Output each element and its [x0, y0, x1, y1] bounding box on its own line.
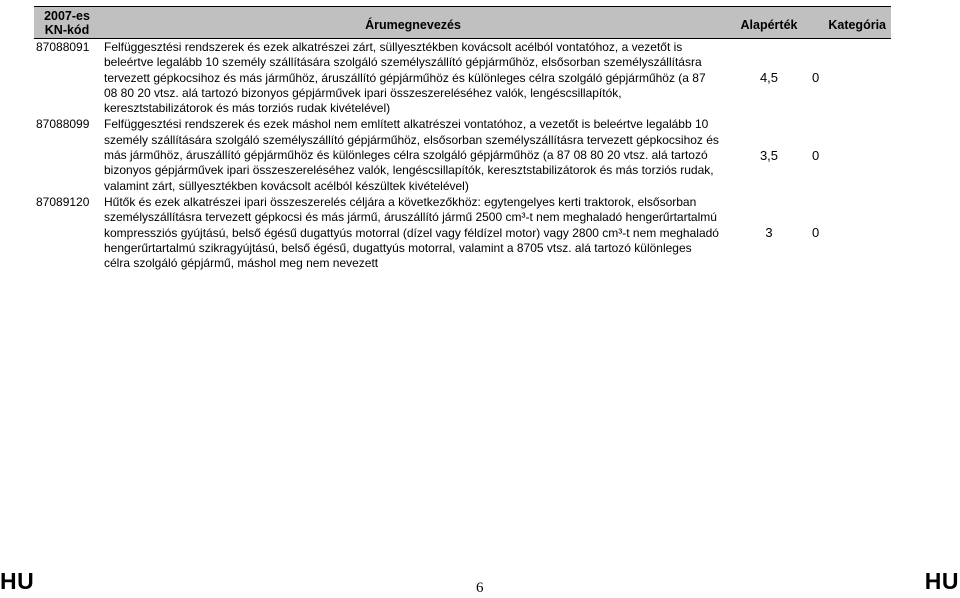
- category-cell: 0: [812, 70, 820, 86]
- kn-code-cell: 87088091: [36, 40, 90, 54]
- base-value-cell: 3,5: [759, 147, 779, 163]
- category-cell: 0: [812, 225, 820, 241]
- header-description: Árumegnevezés: [100, 7, 726, 39]
- footer-country-mark-right: HU: [924, 568, 959, 594]
- description-cell: Felfüggesztési rendszerek és ezek alkatrészei zárt, süllyesztékben kovácsolt acélból vontatóhoz, a vezetőt is beleértve legalább 10 személy szállítására szolgáló személyszállító gépjárműhöz, elsősorban személyszállításra tervezett gépkocsihoz és más járműhöz, áruszállító gépjárműhöz és különleges célra szolgáló gépjárműhöz (a 87 08 80 20 vtsz. alá tartozó bizonyos gépjárművek ipari összeszereléséhez valók, lengéscsillapítók, keresztstabilizátorok és más torziós rudak kivételével): [104, 40, 706, 116]
- description-cell: Felfüggesztési rendszerek és ezek máshol nem említett alkatrészei vontatóhoz, a vezetőt is beleértve legalább 10 személy szállítására szolgáló személyszállító gépjárműhöz, elsősorban személyszállításra tervezett gépkocsihoz és más járműhöz, áruszállító gépjárműhöz és különleges célra szolgáló gépjárműhöz (a 87 08 80 20 vtsz. alá tartozó bizonyos gépjárművek ipari összeszereléséhez valók, lengéscsillapítók, keresztstabilizátorok és más torziós rudak, valamint zárt, süllyesztékben kovácsolt acélból készültek kivételével): [104, 117, 719, 193]
- header-kn-code-line2: KN-kód: [44, 23, 90, 37]
- category-cell: 0: [812, 147, 820, 163]
- header-kn-code: [34, 7, 100, 39]
- table-row: [34, 194, 891, 271]
- table-header-row: [34, 7, 891, 39]
- header-category: Kategória: [812, 7, 891, 39]
- kn-code-cell: 87089120: [36, 194, 90, 209]
- footer-country-mark-left: HU: [0, 568, 35, 594]
- header-base-value: Alapérték: [726, 7, 812, 39]
- base-value-cell: 4,5: [759, 70, 779, 86]
- table-row: [34, 39, 891, 117]
- base-value-cell: 3: [765, 225, 773, 241]
- header-kn-code-line1: 2007-es: [44, 9, 90, 23]
- description-cell: Hűtők és ezek alkatrészei ipari összeszerelés céljára a következőkhöz: egytengelyes kerti traktorok, elsősorban személyszállításra tervezett gépkocsi és más jármű, áruszállító jármű 2500 cm³-t nem meghaladó hengerűrtartalmú kompressziós gyújtású, belső égésű dugattyús motorral (dízel vagy féldízel motor) vagy 2800 cm³-t nem meghaladó hengerűrtartalmú szikragyújtású, belső égésű, dugattyús motorral, valamint a 8705 vtsz. alá tartozó különleges célra szolgáló gépjármű, máshol meg nem nevezett: [104, 194, 719, 271]
- page-number: 6: [476, 580, 484, 596]
- tariff-table: [34, 6, 891, 271]
- kn-code-cell: 87088099: [36, 117, 90, 132]
- table-row: [34, 116, 891, 193]
